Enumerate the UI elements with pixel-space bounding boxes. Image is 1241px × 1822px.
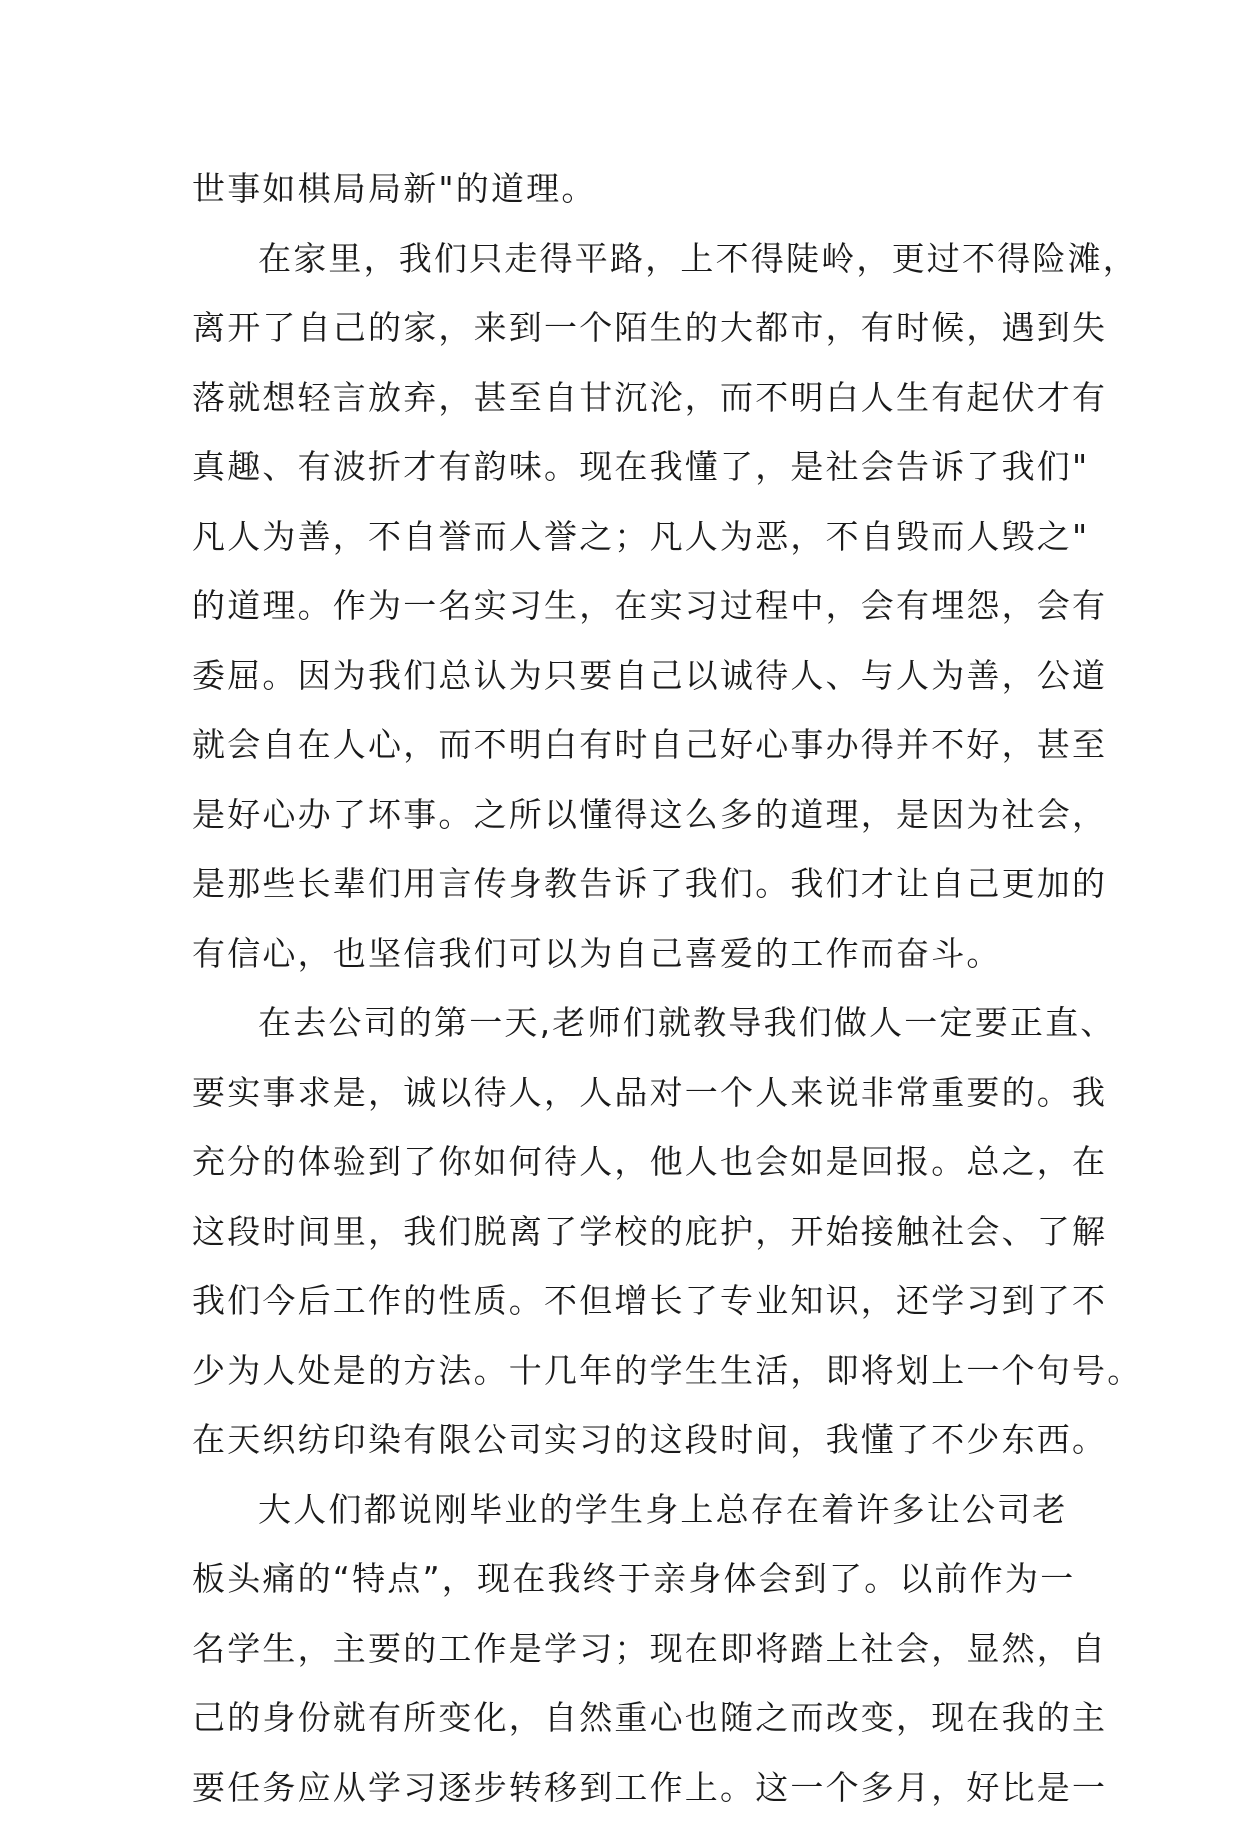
text-line: 落就想轻言放弃，甚至自甘沉沦，而不明白人生有起伏才有 xyxy=(192,363,1062,433)
paragraph-start-line: 大人们都说刚毕业的学生身上总存在着许多让公司老 xyxy=(192,1475,1062,1545)
paragraph-start-line: 在家里，我们只走得平路，上不得陡岭，更过不得险滩， xyxy=(192,224,1062,294)
paragraph-start-line: 在去公司的第一天,老师们就教导我们做人一定要正直、 xyxy=(192,988,1062,1058)
text-line: 凡人为善，不自誉而人誉之；凡人为恶，不自毁而人毁之" xyxy=(192,502,1062,572)
text-line: 充分的体验到了你如何待人，他人也会如是回报。总之，在 xyxy=(192,1127,1062,1197)
text-line: 真趣、有波折才有韵味。现在我懂了，是社会告诉了我们" xyxy=(192,432,1062,502)
text-line: 这段时间里，我们脱离了学校的庇护，开始接触社会、了解 xyxy=(192,1197,1062,1267)
text-line: 的道理。作为一名实习生，在实习过程中，会有埋怨，会有 xyxy=(192,571,1062,641)
document-body xyxy=(192,154,1062,1822)
text-line: 我们今后工作的性质。不但增长了专业知识，还学习到了不 xyxy=(192,1266,1062,1336)
text-line: 板头痛的“特点”，现在我终于亲身体会到了。以前作为一 xyxy=(192,1544,1062,1614)
text-line: 世事如棋局局新"的道理。 xyxy=(192,154,1062,224)
text-line: 有信心，也坚信我们可以为自己喜爱的工作而奋斗。 xyxy=(192,919,1062,989)
text-line: 名学生，主要的工作是学习；现在即将踏上社会，显然，自 xyxy=(192,1614,1062,1684)
text-line: 己的身份就有所变化，自然重心也随之而改变，现在我的主 xyxy=(192,1683,1062,1753)
text-line: 在天织纺印染有限公司实习的这段时间，我懂了不少东西。 xyxy=(192,1405,1062,1475)
text-line: 要实事求是，诚以待人，人品对一个人来说非常重要的。我 xyxy=(192,1058,1062,1128)
text-line: 就会自在人心，而不明白有时自己好心事办得并不好，甚至 xyxy=(192,710,1062,780)
text-line: 少为人处是的方法。十几年的学生生活，即将划上一个句号。 xyxy=(192,1336,1062,1406)
text-line: 是那些长辈们用言传身教告诉了我们。我们才让自己更加的 xyxy=(192,849,1062,919)
text-line: 是好心办了坏事。之所以懂得这么多的道理，是因为社会， xyxy=(192,780,1062,850)
text-line: 委屈。因为我们总认为只要自己以诚待人、与人为善，公道 xyxy=(192,641,1062,711)
text-line: 要任务应从学习逐步转移到工作上。这一个多月，好比是一 xyxy=(192,1753,1062,1822)
text-line: 离开了自己的家，来到一个陌生的大都市，有时候，遇到失 xyxy=(192,293,1062,363)
